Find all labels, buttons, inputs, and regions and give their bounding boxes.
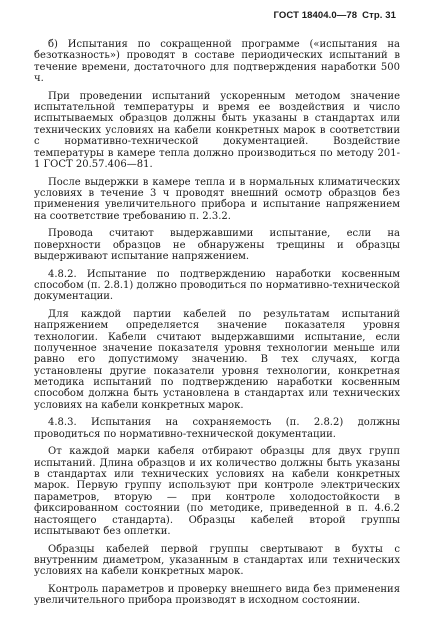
paragraph: 4.8.2. Испытание по подтверждению наработки косвенным способом (п. 2.8.1) должно проводиться по нормативно-технической документации. [34,268,400,303]
paragraph: Провода считают выдержавшими испытание, если на поверхности образцов не обнаружены трещины и образцы выдерживают испытание напряжением. [34,228,400,262]
paragraph: При проведении испытаний ускоренным методом значение испытательной температуры и время ее воздействия и число испытываемых образцов должны быть указаны в стандартах или технических условиях на кабели конкретных марок в соответствии с нормативно-технической документацией. Воздействие температуры в камере тепла должно производиться по методу 201-1 ГОСТ 20.57.406—81. [34,90,400,170]
paragraph: От каждой марки кабеля отбирают образцы для двух групп испытаний. Длина образцов и их количество должны быть указаны в стандартах или технических условиях на кабели конкретных марок. Первую группу используют при контроле электрических параметров, вторую — при контроле холодостойкости в фиксированном состоянии (по методике, приведенной в п. 4.6.2 настоящего стандарта). Образцы кабелей второй группы испытывают без оплетки. [34,446,400,537]
paragraph: После выдержки в камере тепла и в нормальных климатических условиях в течение 3 ч проводят внешний осмотр образцов без применения увеличительного прибора и испытание напряжением на соответствие требованию п. 2.3.2. [34,176,400,222]
paragraph: Контроль параметров и проверку внешнего вида без применения увеличительного прибора производят в исходном состоянии. [34,583,400,607]
paragraph: б) Испытания по сокращенной программе («испытания на безотказность») проводят в составе периодических испытаний в течение времени, достаточного для подтверждения наработки 500 ч. [34,39,400,85]
document-body [34,39,400,612]
paragraph: Для каждой партии кабелей по результатам испытаний напряжением определяется значение показателя уровня технологии. Кабели считают выдержавшими испытание, если полученное значение показателя уровня технологии меньше или равно его допустимому значению. В тех случаях, когда установлены другие показатели уровня технологии, конкретная методика испытаний по подтверждению наработки косвенным способом должна быть установлена в стандартах или технических условиях на кабели конкретных марок. [34,308,400,411]
page-header [274,10,397,21]
paragraph: Образцы кабелей первой группы свертывают в бухты с внутренним диаметром, указанным в стандартах или технических условиях на кабели конкретных марок. [34,543,400,578]
paragraph: 4.8.3. Испытания на сохраняемость (п. 2.8.2) должны проводиться по нормативно-технической документации. [34,417,400,440]
page-number: Стр. 31 [362,10,396,21]
standard-number: ГОСТ 18404.0—78 [273,10,358,21]
